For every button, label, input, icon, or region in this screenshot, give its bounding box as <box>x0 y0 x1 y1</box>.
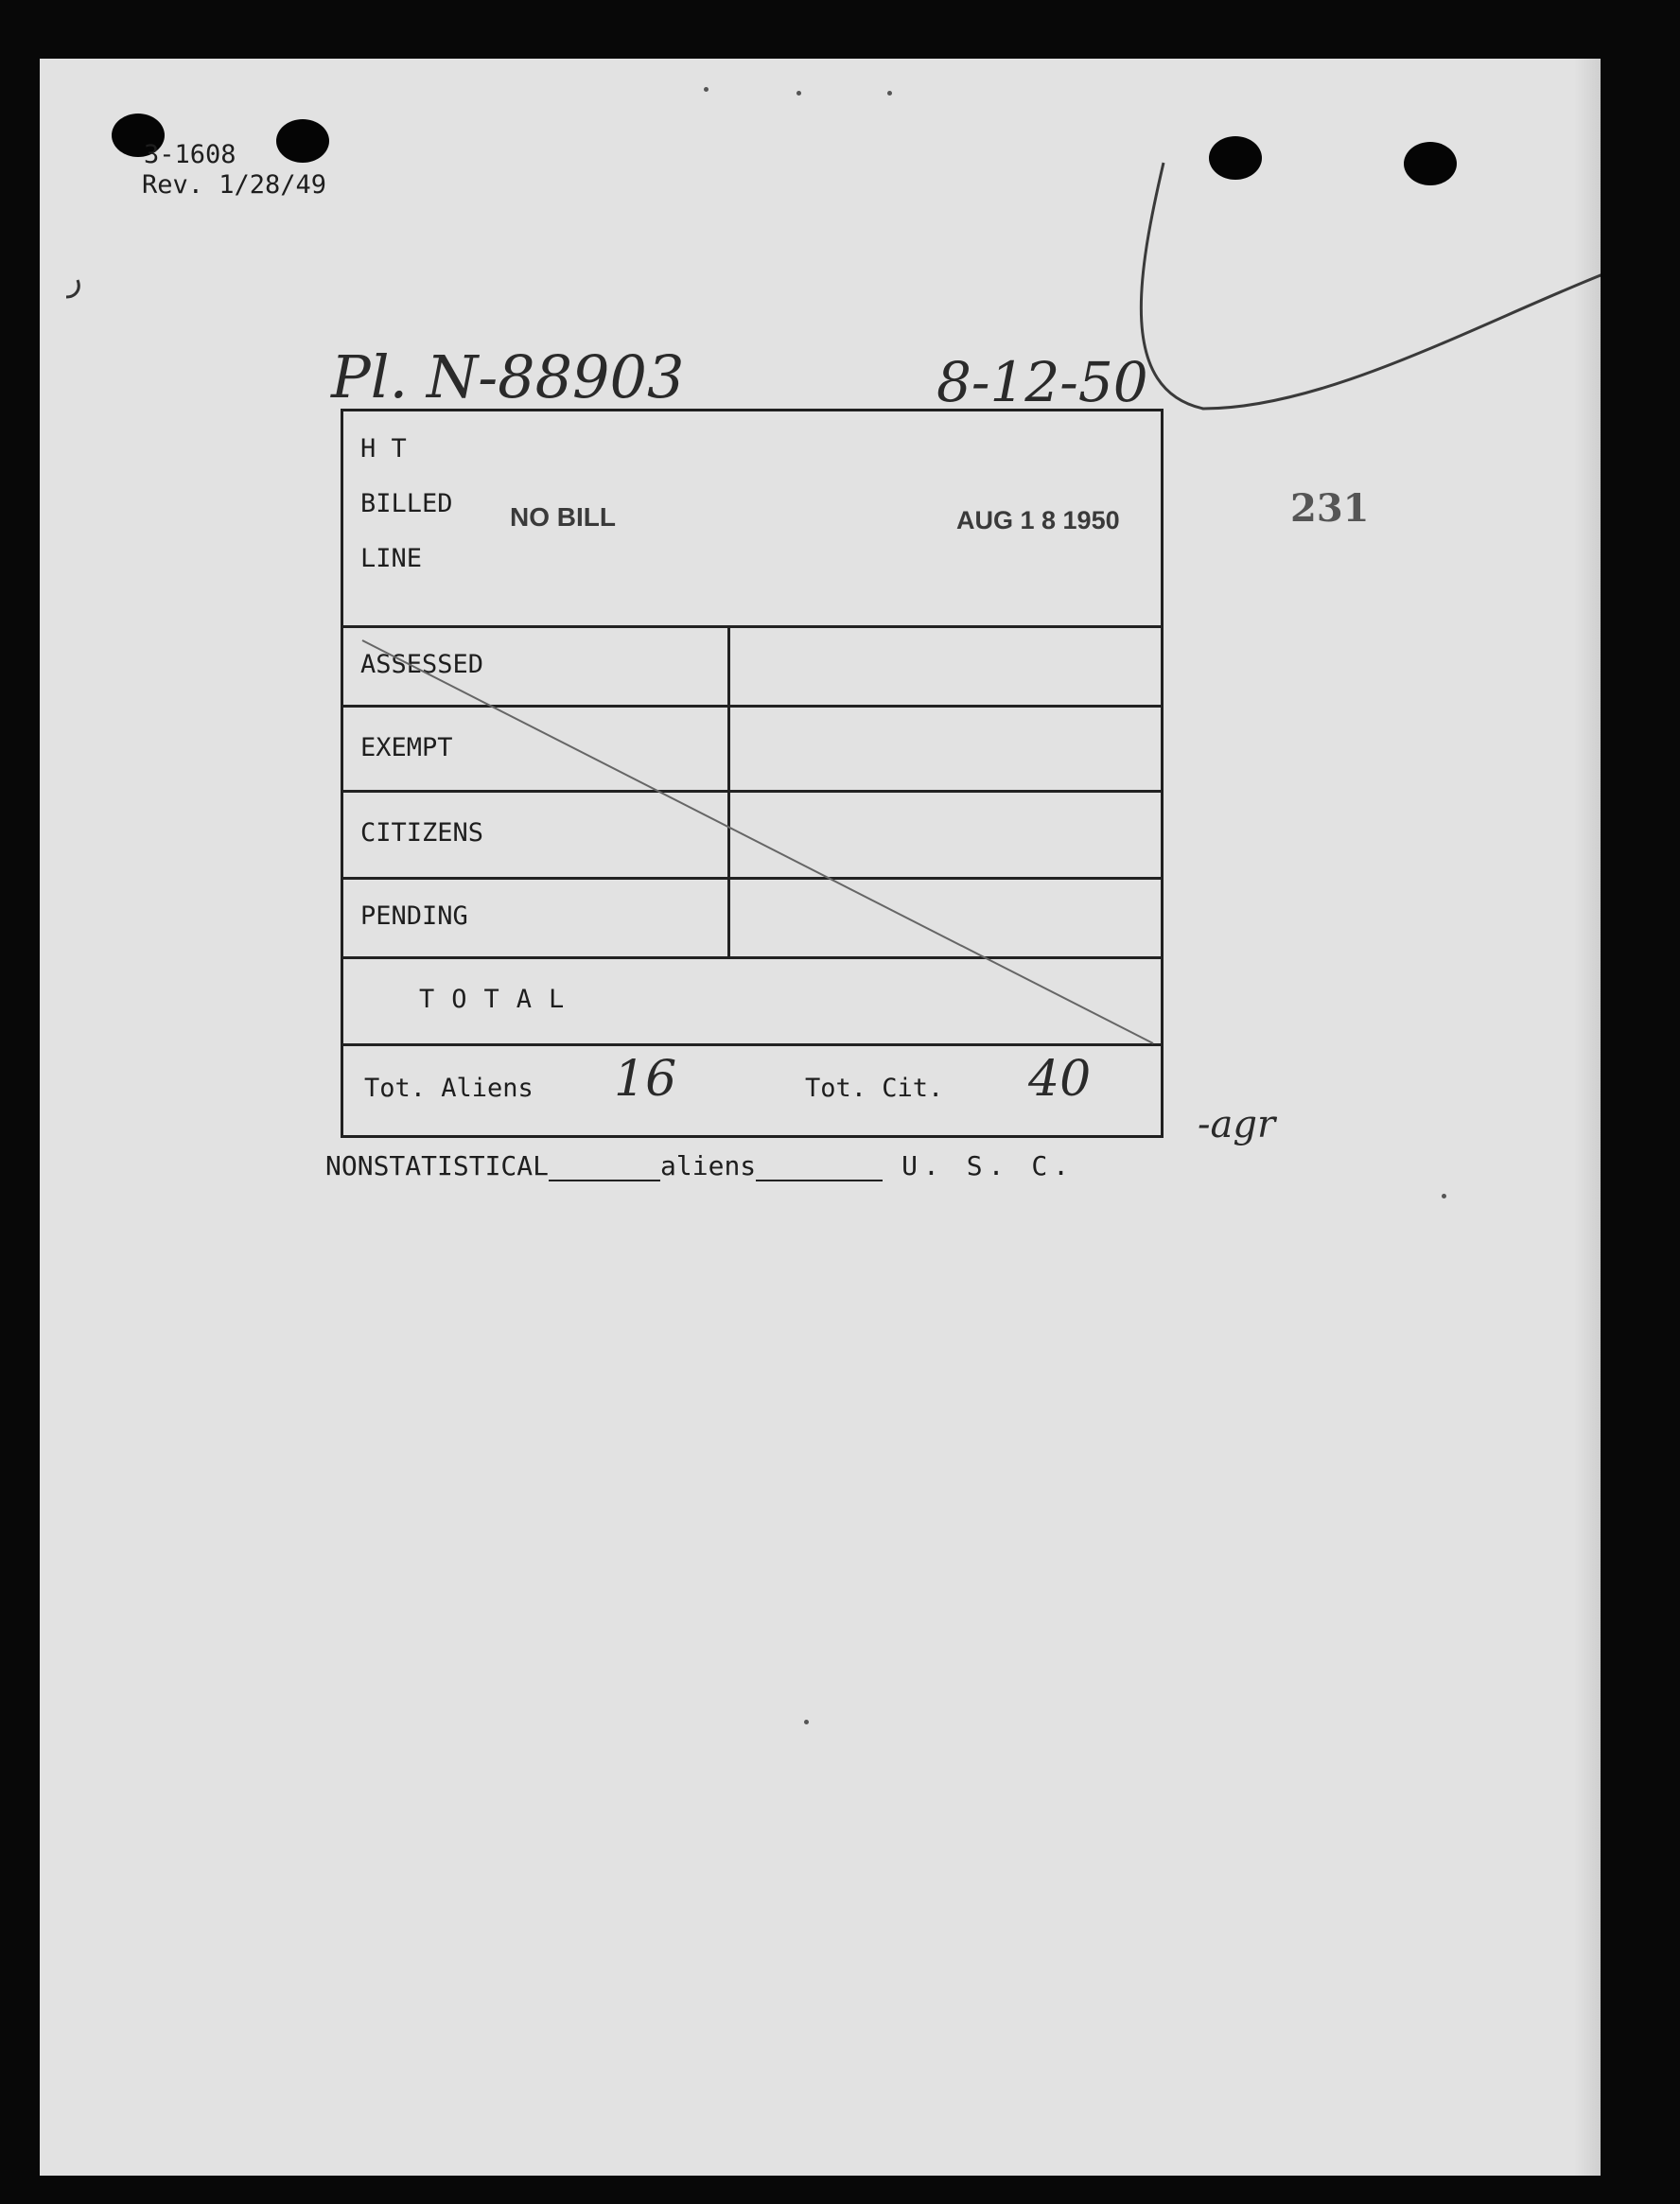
ht-label: H T <box>360 434 407 464</box>
usc-label: U. S. C. <box>901 1150 1076 1181</box>
total-citizens-label: Tot. Cit. <box>805 1074 944 1103</box>
line-label: LINE <box>360 544 423 573</box>
row-label-exempt: EXEMPT <box>360 733 453 762</box>
speck <box>704 87 709 92</box>
handwritten-curve-stroke <box>1080 106 1601 446</box>
punch-hole-left-2 <box>276 119 329 163</box>
speck <box>887 91 892 96</box>
form-revision: Rev. 1/28/49 <box>142 170 327 200</box>
speck <box>796 91 801 96</box>
row-label-assessed: ASSESSED <box>360 650 484 679</box>
aliens-label: aliens <box>660 1150 757 1181</box>
handwritten-date: 8-12-50 <box>936 350 1148 414</box>
date-stamp: AUG 1 8 1950 <box>956 506 1120 534</box>
aliens-blank <box>756 1151 883 1181</box>
speck <box>1442 1194 1446 1198</box>
row-label-pending: PENDING <box>360 901 468 931</box>
margin-mark <box>49 274 87 312</box>
total-aliens-value: 16 <box>614 1051 677 1108</box>
total-aliens-label: Tot. Aliens <box>364 1074 534 1103</box>
page-number: 231 <box>1290 486 1370 531</box>
document-page <box>40 59 1601 2176</box>
nonstatistical-label: NONSTATISTICAL <box>325 1150 550 1181</box>
speck <box>804 1720 809 1724</box>
row-label-citizens: CITIZENS <box>360 818 484 848</box>
nonstatistical-line <box>325 1150 1075 1181</box>
billed-label: BILLED <box>360 489 453 518</box>
handwritten-initials: -agr <box>1198 1103 1276 1146</box>
diagonal-cancel-line <box>343 411 1161 1135</box>
nonstatistical-blank <box>549 1151 660 1181</box>
handwritten-file-number: Pl. N-88903 <box>331 342 685 411</box>
tally-form <box>341 409 1164 1138</box>
form-number: 3-1608 <box>144 140 236 169</box>
total-citizens-value: 40 <box>1028 1051 1092 1108</box>
no-bill-stamp: NO BILL <box>510 502 616 532</box>
total-label: TOTAL <box>419 985 582 1014</box>
